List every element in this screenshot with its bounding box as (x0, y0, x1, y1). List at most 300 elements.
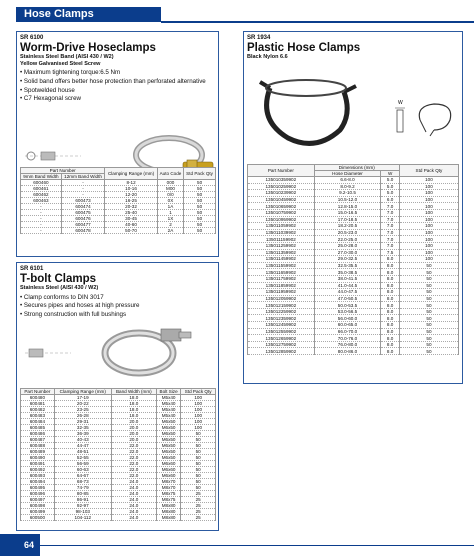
table-cell: 600475 (61, 210, 105, 216)
feature-item: • Secures pipes and hoses at high pressure (20, 302, 218, 311)
table-cell: 24.0 (111, 503, 156, 509)
table-cell: 100 (399, 177, 458, 184)
header-rule (161, 21, 474, 23)
table-cell: 8.0 (381, 289, 400, 296)
table-cell: 29-31 (54, 419, 111, 425)
table-cell: 135010459902 (248, 196, 315, 203)
table-cell: 16-25 (105, 198, 158, 204)
table-cell: 50 (181, 461, 216, 467)
table-cell: 17-19 (54, 395, 111, 401)
table-cell: 50 (184, 180, 216, 186)
table-cell: M00 (157, 186, 183, 192)
table-cell: 25.0-28.0 (314, 242, 381, 249)
table-cell: 50 (399, 335, 458, 342)
table-cell: - (21, 210, 62, 216)
table-cell: M8x70 (156, 485, 181, 491)
table-cell: 8.0-9.2 (314, 183, 381, 190)
table-row (248, 341, 459, 348)
table-cell: M6x60 (156, 473, 181, 479)
table-cell: 135010959902 (248, 216, 315, 223)
table-cell: 104-112 (54, 515, 111, 521)
table-cell: 98-103 (54, 509, 111, 515)
col-bolt-size: Bolt Size (156, 389, 181, 395)
table-row (248, 183, 459, 190)
table-cell: 135011859902 (248, 282, 315, 289)
table-cell: 50 (184, 222, 216, 228)
table-cell: 40-43 (54, 437, 111, 443)
table-cell: 7.5 (381, 249, 400, 256)
table-cell: 18.0 (111, 395, 156, 401)
table-cell: 2 (157, 222, 183, 228)
tbolt-sub1: Stainless Steel (AISI 430 / W2) (20, 285, 99, 291)
table-row (248, 242, 459, 249)
table-cell: 600484 (21, 419, 55, 425)
worm-drive-title: Worm-Drive Hoseclamps (20, 42, 156, 54)
table-cell: 100 (399, 223, 458, 230)
table-cell: 8.0 (381, 282, 400, 289)
feature-item: • Strong construction with full bushings (20, 311, 218, 320)
table-row (248, 348, 459, 355)
table-row (248, 190, 459, 197)
table-cell: 50 (399, 348, 458, 355)
table-cell: 10.5-12.0 (314, 196, 381, 203)
table-cell: 22.0 (111, 467, 156, 473)
worm-drive-panel (16, 31, 219, 257)
table-cell: M6x50 (156, 431, 181, 437)
table-cell: 50 (399, 315, 458, 322)
table-row (248, 229, 459, 236)
table-cell: 50.0-53.5 (314, 302, 381, 309)
table-cell: 8-12 (105, 180, 158, 186)
table-cell: 8.0 (381, 328, 400, 335)
table-cell: 25 (181, 515, 216, 521)
table-cell: 600481 (21, 401, 55, 407)
table-cell: 5.0 (381, 183, 400, 190)
table-row (248, 203, 459, 210)
table-cell: 135010759902 (248, 209, 315, 216)
tbolt-table (20, 388, 216, 521)
table-row (248, 289, 459, 296)
table-cell: 66.0-70.0 (314, 328, 381, 335)
table-cell: 100 (181, 413, 216, 419)
table-cell: 12.8-15.0 (314, 203, 381, 210)
table-cell: 100 (181, 401, 216, 407)
table-cell: 8.0 (381, 335, 400, 342)
col-band-width: Band Width (mm) (111, 389, 156, 395)
table-cell: 25 (181, 503, 216, 509)
table-cell: M6x50 (156, 419, 181, 425)
table-cell: 135011159902 (248, 236, 315, 243)
table-cell: 50 (184, 210, 216, 216)
table-cell: 100 (181, 395, 216, 401)
feature-item: • Spotwelded house (20, 87, 218, 96)
table-cell: 50 (399, 269, 458, 276)
table-cell: 18.0 (111, 407, 156, 413)
worm-drive-sub1: Stainless Steel Band (AISI 430 / W2) (20, 54, 114, 60)
table-cell: 24.0 (111, 497, 156, 503)
col-part-number: Part Number (248, 165, 315, 177)
table-cell: 100 (399, 190, 458, 197)
table-cell: 30-45 (105, 216, 158, 222)
table-cell: 600486 (21, 431, 55, 437)
feature-item: • Solid band offers better hose protection than perforated alternative (20, 78, 218, 87)
table-cell: 40-60 (105, 222, 158, 228)
table-cell: 135010359902 (248, 177, 315, 184)
table-cell: 600474 (61, 204, 105, 210)
table-cell: 1X (157, 216, 183, 222)
worm-drive-sub2: Yellow Galvanised Steel Screw (20, 60, 101, 67)
table-cell: 135010659902 (248, 203, 315, 210)
dimension-w-label: W (398, 100, 403, 106)
table-cell: 32-35 (54, 425, 111, 431)
table-cell: 32.5-35.5 (314, 262, 381, 269)
table-cell: 56.0-60.0 (314, 315, 381, 322)
table-cell: 92-97 (54, 503, 111, 509)
col-12mm: 12mm Band Width (61, 174, 105, 180)
table-cell: 135012159902 (248, 302, 315, 309)
table-cell: 2A (157, 228, 183, 234)
table-cell: 22.0 (111, 443, 156, 449)
table-cell: - (61, 192, 105, 198)
table-cell: 600477 (61, 222, 105, 228)
table-cell: 8.0 (381, 322, 400, 329)
table-cell: 600476 (61, 216, 105, 222)
table-cell: 600499 (21, 509, 55, 515)
table-cell: M8x75 (156, 491, 181, 497)
col-dimensions: Dimensions (mm) (314, 165, 399, 171)
col-hose-diameter: Hose Diameter (314, 171, 381, 177)
table-cell: 50 (181, 473, 216, 479)
table-cell: 7.0 (381, 236, 400, 243)
table-cell: M5x40 (156, 407, 181, 413)
table-cell: 8.0 (381, 262, 400, 269)
section-title: Hose Clamps (16, 7, 161, 22)
table-cell: 600487 (21, 437, 55, 443)
table-cell: 600488 (21, 443, 55, 449)
table-cell: M5x40 (156, 401, 181, 407)
table-row (248, 249, 459, 256)
table-cell: 50 (399, 295, 458, 302)
table-cell: - (21, 204, 62, 210)
table-cell: 135011659902 (248, 269, 315, 276)
tbolt-sr: SR 6101 (20, 266, 44, 272)
table-cell: 10-16 (105, 186, 158, 192)
table-row (248, 196, 459, 203)
plastic-panel (243, 31, 463, 384)
table-cell: - (61, 180, 105, 186)
table-cell: 50 (399, 262, 458, 269)
table-cell: 50 (399, 322, 458, 329)
table-row (21, 228, 216, 234)
table-cell: M5x40 (156, 395, 181, 401)
table-cell: 24.0 (111, 479, 156, 485)
table-cell: 135012259902 (248, 308, 315, 315)
table-row (248, 177, 459, 184)
table-cell: M6x50 (156, 425, 181, 431)
table-cell: 100 (181, 425, 216, 431)
table-cell: 22.0 (111, 455, 156, 461)
table-cell: 15.0-16.5 (314, 209, 381, 216)
table-cell: 5.0 (381, 177, 400, 184)
col-pack: Std Pack Qty (184, 168, 216, 180)
table-cell: 6.6-8.0 (314, 177, 381, 184)
table-cell: 50 (184, 192, 216, 198)
table-cell: 50 (181, 455, 216, 461)
plastic-sr: SR 1934 (247, 35, 271, 41)
table-cell: 50 (181, 449, 216, 455)
table-cell: 8.0 (381, 269, 400, 276)
table-cell: 29.0-32.5 (314, 256, 381, 263)
table-cell: 25 (181, 497, 216, 503)
table-cell: 22.0 (111, 449, 156, 455)
feature-item: • C7 Hexagonal screw (20, 95, 218, 104)
table-cell: 18.0 (111, 401, 156, 407)
table-cell: 135011259902 (248, 242, 315, 249)
table-cell: 76.0-80.0 (314, 341, 381, 348)
worm-drive-table (20, 167, 216, 234)
table-cell: 50 (184, 204, 216, 210)
table-cell: 600498 (21, 503, 55, 509)
table-cell: 600460 (21, 180, 62, 186)
col-9mm: 9mm Band Width (21, 174, 62, 180)
table-cell: 50 (399, 289, 458, 296)
table-cell: 600463 (21, 198, 62, 204)
table-cell: 23-25 (54, 407, 111, 413)
table-cell: 135012759902 (248, 341, 315, 348)
table-cell: M6x50 (156, 443, 181, 449)
table-cell: 24.0 (111, 491, 156, 497)
table-cell: 100 (399, 249, 458, 256)
table-cell: 50 (181, 479, 216, 485)
table-row (248, 335, 459, 342)
table-row (248, 256, 459, 263)
table-cell: M6x60 (156, 467, 181, 473)
table-cell: 24.0 (111, 515, 156, 521)
table-cell: 100 (399, 209, 458, 216)
table-cell: 27.0-30.0 (314, 249, 381, 256)
table-cell: 0X (157, 198, 183, 204)
table-cell: 100 (181, 419, 216, 425)
table-cell: 100 (399, 183, 458, 190)
table-cell: 50 (399, 341, 458, 348)
table-cell: 20.0 (111, 425, 156, 431)
table-cell: 8.0 (381, 275, 400, 282)
col-clamping: Clamping Range (mm) (105, 168, 158, 180)
col-pack: Std Pack Qty (181, 389, 216, 395)
table-cell: 80-85 (54, 491, 111, 497)
table-cell: 600491 (21, 461, 55, 467)
table-cell: 1A (157, 204, 183, 210)
table-row (248, 223, 459, 230)
col-auto-code: Auto Code (157, 168, 183, 180)
table-cell: 48-51 (54, 449, 111, 455)
table-cell: 56-59 (54, 461, 111, 467)
table-cell: 600497 (21, 497, 55, 503)
table-cell: 100 (399, 196, 458, 203)
table-cell: 26-28 (54, 413, 111, 419)
table-cell: 600492 (21, 467, 55, 473)
table-cell: 7.0 (381, 242, 400, 249)
tbolt-panel (16, 262, 219, 531)
table-cell: M6x50 (156, 455, 181, 461)
table-cell: M8x80 (156, 515, 181, 521)
col-part-number: Part Number (21, 389, 55, 395)
table-cell: 8.0 (381, 256, 400, 263)
table-cell: 50 (181, 443, 216, 449)
table-cell: M6x50 (156, 437, 181, 443)
table-cell: 7.0 (381, 209, 400, 216)
footer-rule (40, 545, 474, 546)
col-pack: Std Pack Qty (399, 165, 458, 177)
table-cell: 5.0 (381, 190, 400, 197)
col-part-number: Part Number (21, 168, 105, 174)
table-cell: 7.0 (381, 229, 400, 236)
feature-item: • Maximum tightening torque:6.5 Nm (20, 69, 218, 78)
table-row (248, 275, 459, 282)
plastic-title: Plastic Hose Clamps (247, 42, 361, 54)
table-cell: 36-39 (54, 431, 111, 437)
table-row (248, 328, 459, 335)
table-cell: - (61, 186, 105, 192)
table-cell: 600478 (61, 228, 105, 234)
table-cell: 7.0 (381, 223, 400, 230)
table-cell: 20.0 (111, 437, 156, 443)
table-cell: 600500 (21, 515, 55, 521)
table-cell: - (21, 228, 62, 234)
table-row (248, 295, 459, 302)
table-cell: 135011959902 (248, 289, 315, 296)
table-cell: 135012359902 (248, 315, 315, 322)
table-cell: 22.0 (111, 461, 156, 467)
tbolt-title: T-bolt Clamps (20, 273, 97, 285)
table-cell: 7.0 (381, 216, 400, 223)
tbolt-features (20, 294, 218, 320)
table-row (248, 262, 459, 269)
table-cell: 20-22 (54, 401, 111, 407)
table-cell: 600483 (21, 413, 55, 419)
table-cell: 38.0-41.5 (314, 275, 381, 282)
table-row (248, 216, 459, 223)
table-cell: 135011759902 (248, 275, 315, 282)
table-cell: 8.0 (381, 295, 400, 302)
col-w: W (381, 171, 400, 177)
table-cell: 600494 (21, 479, 55, 485)
table-cell: 20-32 (105, 204, 158, 210)
table-cell: 135010259902 (248, 183, 315, 190)
table-cell: 9.2-10.5 (314, 190, 381, 197)
table-cell: 50 (181, 467, 216, 473)
table-cell: M8x70 (156, 479, 181, 485)
table-row (248, 282, 459, 289)
table-cell: - (21, 216, 62, 222)
table-cell: 12-20 (105, 192, 158, 198)
table-cell: 74-79 (54, 485, 111, 491)
table-row (248, 209, 459, 216)
table-cell: 8.0 (381, 315, 400, 322)
table-cell: 600461 (21, 186, 62, 192)
table-cell: 600482 (21, 407, 55, 413)
table-cell: 135011039902 (248, 229, 315, 236)
table-cell: 1 (157, 210, 183, 216)
table-cell: 135011459902 (248, 256, 315, 263)
table-cell: 600485 (21, 425, 55, 431)
worm-drive-sr: SR 6100 (20, 35, 44, 41)
table-cell: M8x80 (156, 503, 181, 509)
table-cell: 600480 (21, 395, 55, 401)
table-cell: 8.0 (381, 302, 400, 309)
table-cell: 44.0-47.5 (314, 289, 381, 296)
table-cell: 20.0 (111, 431, 156, 437)
table-cell: 68-73 (54, 479, 111, 485)
table-cell: 100 (399, 229, 458, 236)
table-cell: 35.0-38.5 (314, 269, 381, 276)
table-cell: 6.0 (381, 196, 400, 203)
table-cell: 600462 (21, 192, 62, 198)
table-cell: 50 (399, 282, 458, 289)
table-cell: 8.0 (381, 348, 400, 355)
table-cell: 100 (399, 203, 458, 210)
table-cell: 70.0-76.0 (314, 335, 381, 342)
table-cell: 50 (399, 308, 458, 315)
table-cell: - (21, 222, 62, 228)
table-row (248, 308, 459, 315)
table-cell: 60.0-65.0 (314, 322, 381, 329)
table-cell: M5x40 (156, 413, 181, 419)
table-cell: 135010239902 (248, 190, 315, 197)
table-cell: 50 (181, 437, 216, 443)
table-cell: 20.0 (111, 419, 156, 425)
table-row (248, 236, 459, 243)
table-cell: 50 (184, 228, 216, 234)
table-cell: 100 (399, 216, 458, 223)
table-cell: 44-47 (54, 443, 111, 449)
tbolt-clamp-image (21, 323, 216, 378)
table-cell: 0/0 (157, 192, 183, 198)
table-cell: 50 (184, 198, 216, 204)
table-cell: 64-67 (54, 473, 111, 479)
table-cell: 600495 (21, 485, 55, 491)
table-cell: 50 (184, 216, 216, 222)
plastic-clamp-image (248, 68, 460, 160)
table-cell: M6x60 (156, 461, 181, 467)
table-cell: 100 (181, 407, 216, 413)
table-row (248, 269, 459, 276)
col-clamping: Clamping Range (mm) (54, 389, 111, 395)
table-cell: 100 (399, 236, 458, 243)
table-cell: 50 (181, 485, 216, 491)
table-cell: 600496 (21, 491, 55, 497)
table-cell: M8x75 (156, 497, 181, 503)
table-cell: 50 (399, 275, 458, 282)
table-cell: 135012859902 (248, 348, 315, 355)
table-cell: 50 (184, 186, 216, 192)
feature-item: • Clamp conforms to DIN 3017 (20, 294, 218, 303)
table-cell: 47.0-50.5 (314, 295, 381, 302)
plastic-table (247, 164, 459, 355)
table-cell: 22.0-25.0 (314, 236, 381, 243)
table-cell: 18.2-20.5 (314, 223, 381, 230)
table-cell: 86-91 (54, 497, 111, 503)
table-cell: 24.0 (111, 509, 156, 515)
table-cell: 100 (399, 242, 458, 249)
table-row (248, 315, 459, 322)
table-cell: 50-70 (105, 228, 158, 234)
table-cell: 135012659902 (248, 335, 315, 342)
table-cell: 7.0 (381, 203, 400, 210)
table-cell: 100 (399, 256, 458, 263)
table-cell: 41.0-44.5 (314, 282, 381, 289)
table-cell: M8x80 (156, 509, 181, 515)
